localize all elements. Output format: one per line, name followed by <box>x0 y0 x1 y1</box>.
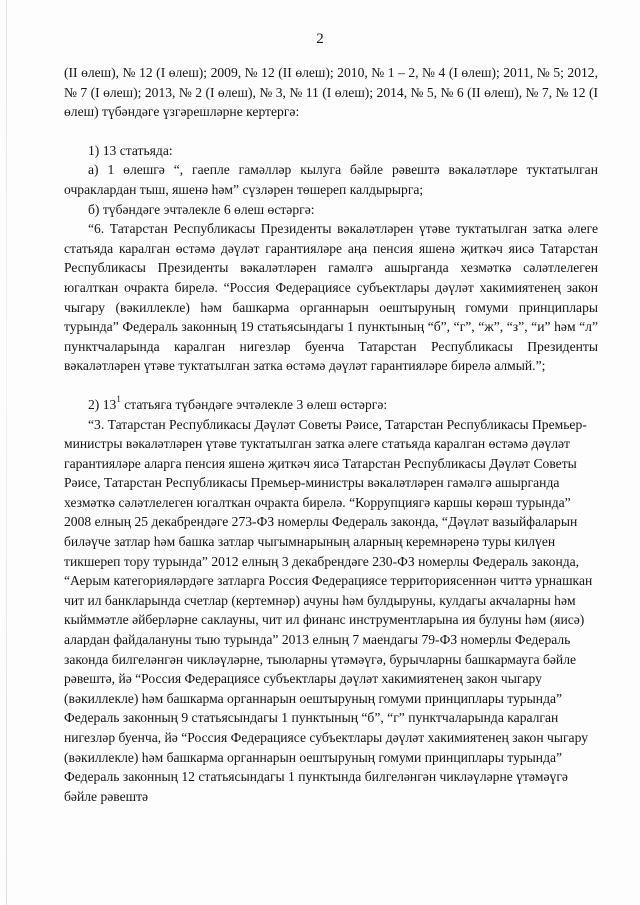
paragraph-gap <box>64 376 598 395</box>
document-body <box>64 63 598 806</box>
item-2-heading-start: 2) 13 <box>88 396 117 412</box>
item-1-subitem-b: б) түбәндәге эчтәлекле 6 өлеш өстәргә: <box>88 201 315 217</box>
item-2-heading <box>64 395 598 415</box>
page-number: 2 <box>316 31 324 47</box>
item-2-heading-end: статьяга түбәндәге эчтәлекле 3 өлеш өстәргә: <box>120 396 388 412</box>
item-1-heading: 1) 13 статьяда: <box>88 142 173 158</box>
item-2-heading-superscript: 1 <box>116 394 121 405</box>
scan-edge-shadow <box>6 0 7 905</box>
intro-paragraph: (II өлеш), № 12 (I өлеш); 2009, № 12 (II өлеш); 2010, № 1 – 2, № 4 (I өлеш); 2011, № 5; 2012, № 7 (I өлеш); 2013, № 2 (I өлеш), № 3, № 11 (I өлеш); 2014, № 5, № 6 (II өлеш), № 7, № 12 (I өлеш) түбәндәге үзгәрешләрне кертергә: <box>64 65 598 120</box>
item-1-quoted-part-6: “6. Татарстан Республикасы Президенты вәкаләтләрен үтәве туктатылган затка әлеге статьяда каралган өстәмә дәүләт гарантияләре аңа пенсия яшенә җиткәч яисә Татарстан Республикасы Президенты вәкаләтләрен гамәлгә ашырганда хезмәткә сәләтлелеген югалткан очракта бирелә. “Россия Федерациясе субъектлары дәүләт хакимиятенең закон чыгару (вәкиллекле) һәм башкарма органнарын оештыруның гомуми принциплары турында” Федераль законның 19 статьясындагы 1 пунктының “б”, “г”, “ж”, “з”, “и” һәм “л” пунктчаларында каралган нигезләр буенча Татарстан Республикасы Президенты вәкаләтләрен үтәве туктатылган затка өстәмә дәүләт гарантияләре бирелә алмый.”; <box>64 221 598 374</box>
item-2-quoted-part-3: “3. Татарстан Республикасы Дәүләт Советы Рәисе, Татарстан Республикасы Премьер-министры вәкаләтләрен үтәве туктатылган затка әлеге статьяда каралган өстәмә дәүләт гарантияләре аларга пенсия яшенә җиткәч яисә Татарстан Республикасы Дәүләт Советы Рәисе, Татарстан Республикасы Премьер-министры вәкаләтләрен гамәлгә ашырганда хезмәткә сәләтлелеген югалткан очракта бирелә. “Коррупциягә каршы көрәш турында” 2008 елның 25 декабрендәге 273-ФЗ номерлы Федераль законда, “Дәүләт вазыйфаларын биләүче затлар һәм башка затлар чыгымнарының аларның керемнәренә туры килүен тикшереп тору турында” 2012 елның 3 декабрендәге 230-ФЗ номерлы Федераль законда, “Аерым категорияләрдәге затларга Россия Федерациясе территориясеннән читтә урнашкан чит ил банкларында счетлар (кертемнәр) ачуны һәм булдыруны, кулдагы акчаларны һәм кыйммәтле әйберләрне саклауны, чит ил финанс инструментларына ия булуны һәм (яисә) алардан файдалануны тыю турында” 2013 елның 7 маендагы 79-ФЗ номерлы Федераль законда билгеләнгән чикләүләрне, тыюларны үтәмәүгә, бурычларны башкармауга бәйле рәвештә, йә “Россия Федерациясе субъектлары дәүләт хакимиятенең закон чыгару (вәкиллекле) һәм башкарма органнарын оештыруның гомуми принциплары турында” Федераль законның 9 статьясындагы 1 пунктының “б”, “г” пунктчаларында каралган нигезләр буенча, йә “Россия Федерациясе субъектлары дәүләт хакимиятенең закон чыгару (вәкиллекле) һәм башкарма органнарын оештыруның гомуми принциплары турында” Федераль законның 12 статьясындагы 1 пунктында билгеләнгән чикләүләрне үтәмәүгә бәйле рәвештә <box>64 416 593 804</box>
item-1-subitem-a: а) 1 өлешгә “, гаепле гамәлләр кылуга бәйле рәвештә вәкаләтләре туктатылган очраклардан тыш, яшенә һәм” сүзләрен төшереп калдырырга; <box>64 162 598 197</box>
paragraph-gap <box>64 122 598 141</box>
